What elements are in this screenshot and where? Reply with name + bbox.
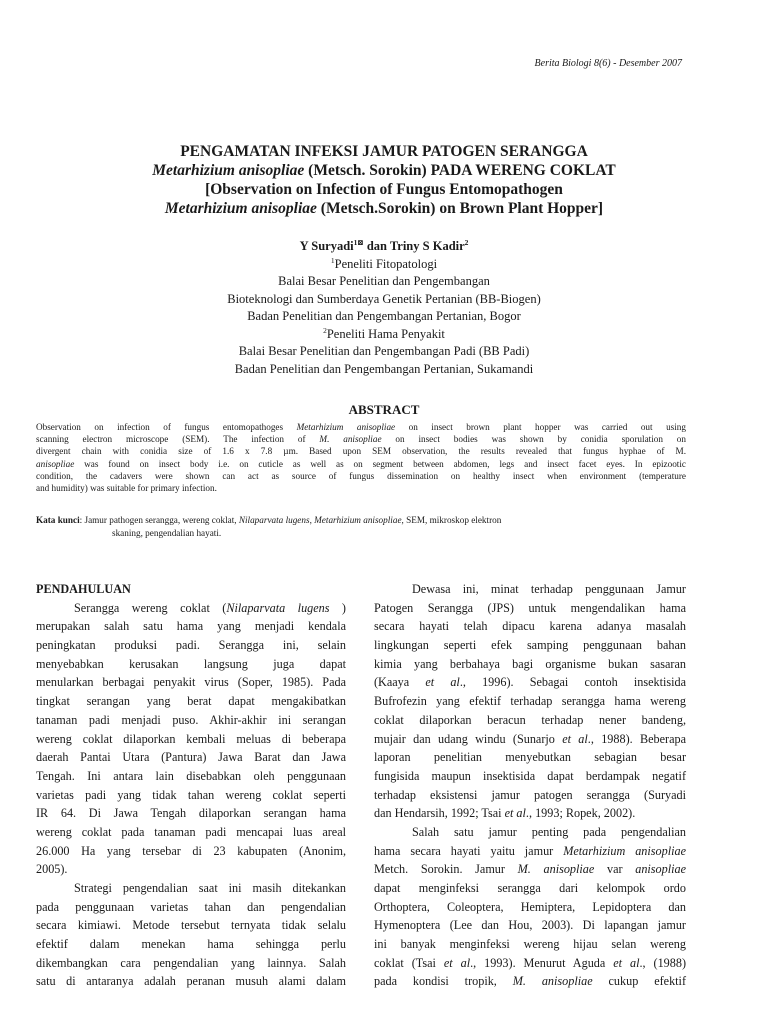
- body-line: hama secara hayati yaitu jamur Metarhizium anisopliae: [374, 843, 686, 858]
- body-line: coklat dilaporkan beracun terhadap nener bandeng,: [374, 712, 686, 727]
- keywords-line-1: Kata kunci: Jamur pathogen serangga, wereng coklat, Nilaparvata lugens, Metarhizium anisopliae, SEM, mikroskop elektron: [36, 515, 502, 525]
- body-line: tingkat serangan yang berat dapat mengakibatkan: [36, 694, 346, 709]
- body-line: coklat (Tsai et al., 1993). Menurut Aguda et al., (1988): [374, 955, 687, 970]
- affiliation-1-line-2: Balai Besar Penelitian dan Pengembangan: [278, 274, 490, 288]
- article-title: [0, 142, 768, 218]
- body-line: wereng coklat pada tanaman padi mencapai luas areal: [36, 824, 346, 839]
- title-line-1: PENGAMATAN INFEKSI JAMUR PATOGEN SERANGGA: [180, 143, 588, 160]
- body-line: Salah satu jamur penting pada pengendalian: [412, 824, 686, 839]
- body-line: ini banyak menginfeksi wereng hijau selan wereng: [374, 937, 686, 952]
- body-line: secara kimiawi. Metode tersebut ternyata tidak selalu: [36, 918, 346, 933]
- body-line: 26.000 Ha yang tersebar di 23 kabupaten (Anonim,: [36, 843, 346, 858]
- body-line: Metch. Sorokin. Jamur M. anisopliae var anisopliae: [374, 862, 686, 877]
- body-line: Orthoptera, Coleoptera, Hemiptera, Lepidoptera dan: [374, 899, 686, 914]
- author-names: Y Suryadi$^{1⊠}$ dan Triny S Kadir$^2$: [299, 237, 469, 253]
- body-line: mujair dan udang windu (Sunarjo et al., 1988). Beberapa: [374, 731, 687, 746]
- abstract-line: Observation on infection of fungus entomopathoges Metarhizium anisopliae on insect brown plant hopper was carried out using: [36, 422, 686, 432]
- body-line: merupakan salah satu hama yang menjadi kendala: [36, 619, 346, 634]
- body-line: (Kaaya et al., 1996). Sebagai contoh insektisida: [374, 675, 686, 690]
- body-line: peningkatan produksi padi. Serangga ini, selain: [36, 638, 346, 653]
- affiliation-1-line-4: Badan Penelitian dan Pengembangan Pertanian, Bogor: [247, 309, 521, 323]
- body-line: satu di antaranya adalah peranan musuh alami dalam: [36, 974, 346, 989]
- body-line: tanaman padi menjadi puso. Akhir-akhir ini serangan: [36, 712, 346, 727]
- body-line: pada penggunaan varietas tahan dan pengendalian: [36, 899, 346, 914]
- abstract-heading: ABSTRACT: [348, 402, 420, 417]
- body-line: Strategi pengendalian saat ini masih ditekankan: [74, 881, 346, 895]
- title-line-4: Metarhizium anisopliae (Metsch.Sorokin) on Brown Plant Hopper]: [164, 200, 604, 217]
- body-line: terhadap eksistensi jamur patogen serangga (Suryadi: [374, 787, 686, 802]
- body-line: fungisida maupun insektisida dapat berdampak negatif: [374, 768, 686, 783]
- abstract-line: condition, the cadavers were shown can act as source of fungus dissemination on healthy insect when environment (temperature: [36, 470, 686, 481]
- body-line: dapat menginfeksi serangga dari kelompok ordo: [374, 881, 686, 895]
- right-column: [374, 580, 686, 991]
- keywords-block: [36, 514, 686, 540]
- body-line: secara hayati telah dipacu karena adanya masalah: [374, 619, 686, 634]
- affiliation-2-line-2: Balai Besar Penelitian dan Pengembangan Padi (BB Padi): [238, 344, 530, 358]
- body-line: Dewasa ini, minat terhadap penggunaan Jamur: [412, 582, 686, 596]
- abstract-line: and humidity) was suitable for primary infection.: [36, 482, 217, 493]
- left-column: [36, 580, 346, 991]
- body-line: menyebabkan kerusakan langsung juga dapat: [36, 656, 346, 671]
- body-line: efektif dalam menekan hama sehingga perlu: [36, 937, 346, 952]
- body-line: pada kondisi tropik, M. anisopliae cukup efektif: [374, 974, 686, 989]
- body-line: Patogen Serangga (JPS) untuk mengendalikan hama: [374, 600, 686, 615]
- abstract-body: [36, 421, 686, 494]
- body-line: dikembangkan cara pengendalian yang lainnya. Salah: [36, 955, 346, 970]
- affiliation-1-title: $^1$Peneliti Fitopatologi: [330, 255, 438, 271]
- body-line: Hymenoptera (Lee dan Hou, 2003). Di lapangan jamur: [374, 918, 686, 933]
- abstract-line: scanning electron microscope (SEM). The infection of M. anisopliae on insect bodies was shown by conidia sporulation on: [36, 434, 686, 445]
- body-line: Serangga wereng coklat (Nilaparvata lugens ): [74, 600, 346, 615]
- abstract-line: divergent chain with conidia size of 1.6 x 7.8 µm. Based upon SEM observation, the results revealed that fungus hyphae of M.: [36, 446, 686, 457]
- title-line-3: [Observation on Infection of Fungus Entomopathogen: [205, 181, 563, 198]
- body-line: 2005).: [36, 862, 68, 877]
- body-line: varietas padi yang tidak tahan wereng coklat seperti: [36, 787, 346, 802]
- body-line: menularkan berbagai penyakit virus (Soper, 1985). Pada: [36, 675, 346, 690]
- body-line: laporan penelitian menyebutkan sebagian besar: [374, 750, 686, 765]
- affiliation-2-title: $^2$Peneliti Hama Penyakit: [323, 325, 445, 341]
- body-line: wereng coklat dilaporkan kembali meluas di beberapa: [36, 731, 346, 746]
- body-line: IR 64. Di Jawa Tengah dilaporkan serangan hama: [36, 806, 346, 821]
- author-block: [0, 238, 768, 378]
- abstract-line: anisopliae was found on insect body i.e. on cuticle as well as on segment between abdomen, legs and insect facet eyes. In epizootic: [36, 458, 686, 469]
- affiliation-1-line-3: Bioteknologi dan Sumberdaya Genetik Pertanian (BB-Biogen): [227, 291, 541, 306]
- body-line: Tengah. Ini antara lain disebabkan oleh penggunaan: [36, 768, 346, 783]
- body-line: lingkungan seperti efek samping penggunaan bahan: [374, 638, 686, 653]
- affiliation-2-line-3: Badan Penelitian dan Pengembangan Pertanian, Sukamandi: [234, 361, 534, 376]
- body-line: Bufrofezin yang efektif terhadap serangga hama wereng: [374, 694, 686, 709]
- section-heading-pendahuluan: PENDAHULUAN: [36, 582, 131, 596]
- title-line-2: Metarhizium anisopliae (Metsch. Sorokin) PADA WERENG COKLAT: [152, 162, 616, 179]
- body-line: dan Hendarsih, 1992; Tsai et al., 1993; Ropek, 2002).: [374, 806, 636, 821]
- journal-header: Berita Biologi 8(6) - Desember 2007: [534, 58, 682, 69]
- body-line: daerah Pantai Utara (Pantura) Jawa Barat dan Jawa: [36, 750, 346, 765]
- body-line: kimia yang berbahaya bagi organisme bukan sasaran: [374, 656, 686, 671]
- keywords-line-2: skaning, pengendalian hayati.: [112, 528, 222, 538]
